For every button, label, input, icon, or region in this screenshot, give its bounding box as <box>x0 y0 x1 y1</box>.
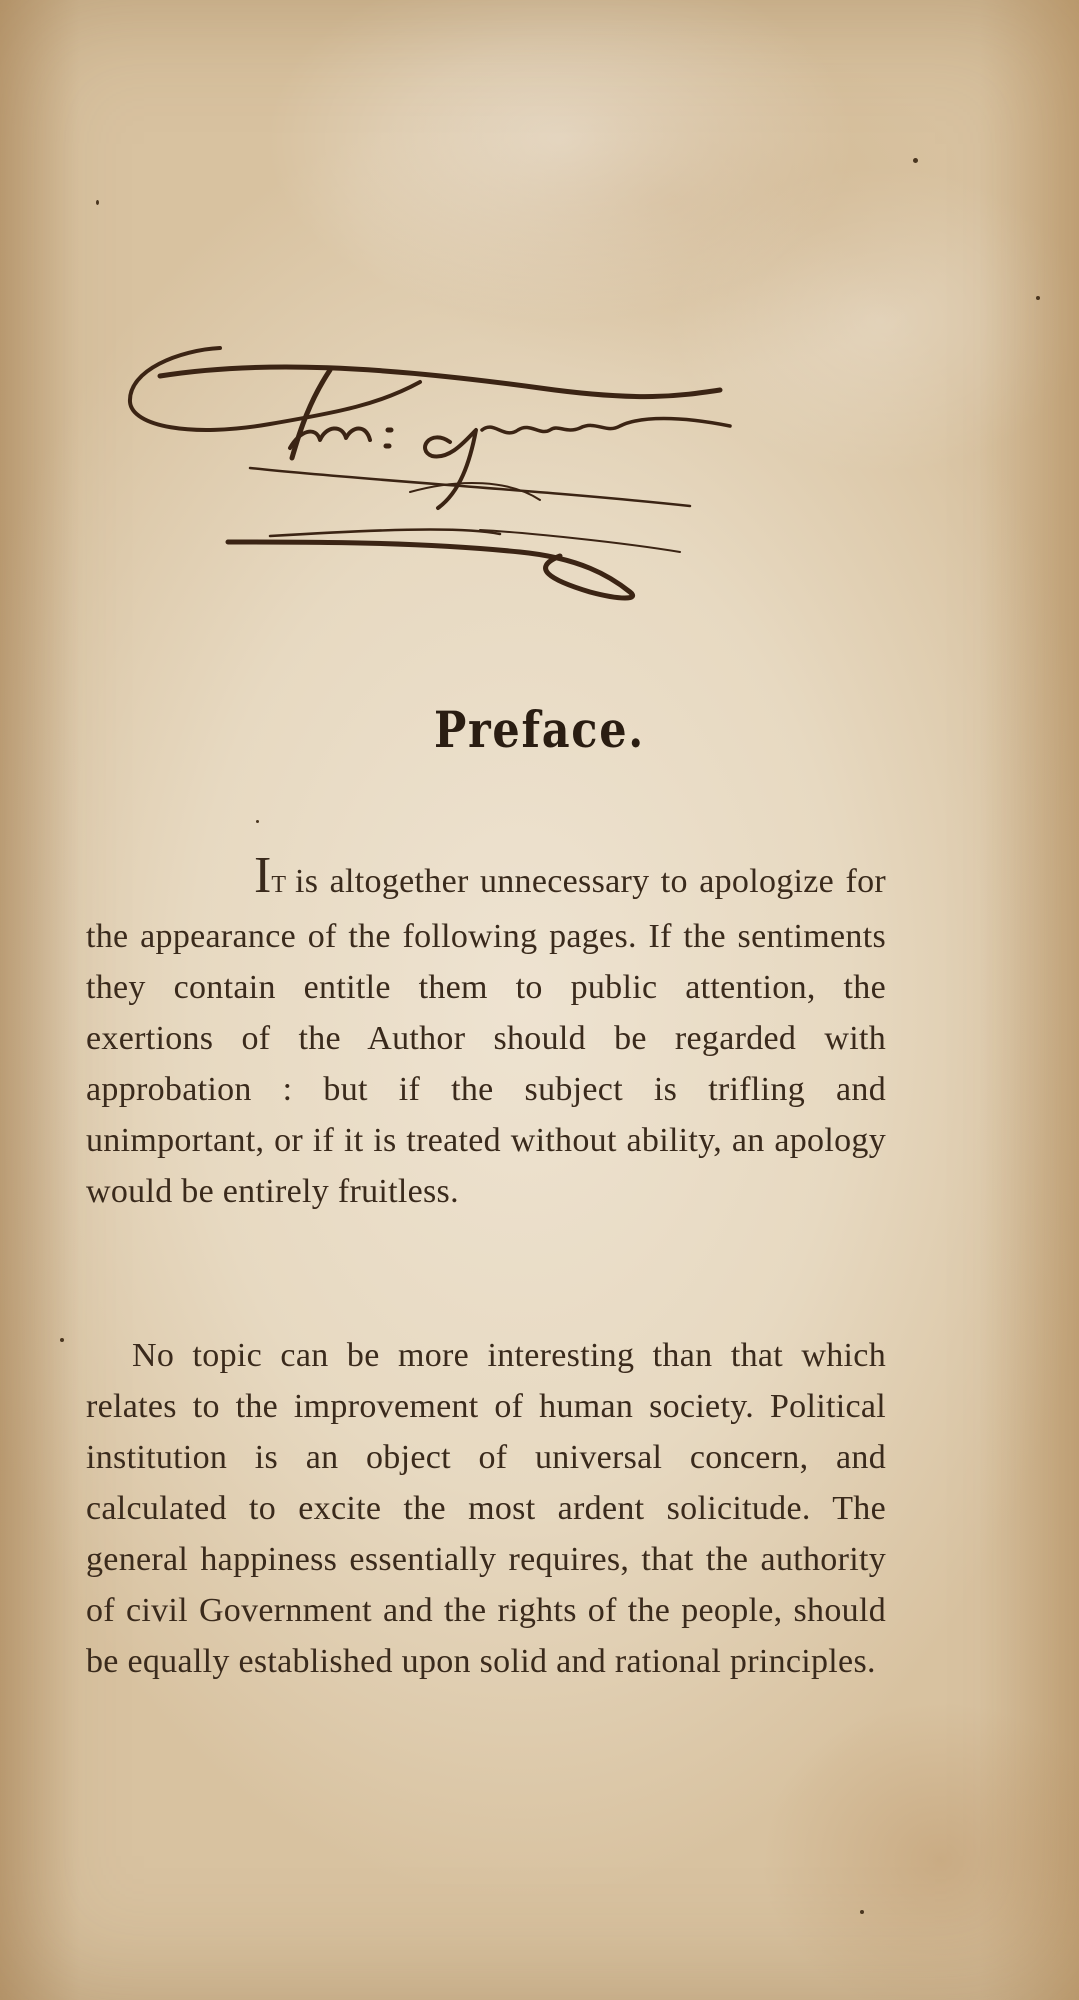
ink-speck <box>96 200 99 205</box>
paper-mottle <box>360 20 980 380</box>
ink-speck <box>60 1338 64 1342</box>
paragraph-text: No topic can be more interesting than that which relates to the improvement of human society. Political institution is an object of universal concern, and calculated to excite the most ardent solicitude. The general happiness essentially requires, that the authority of civil Government and the rights of the people, should be equally established upon solid and rational principles. <box>86 1337 886 1680</box>
paragraph-text: is altogether unnecessary to apologize for the appearance of the following pages. If the sentiments they contain entitle them to public attention, the exertions of the Author should be regarded with approbation : but if the subject is trifling and unimportant, or if it is treated without ability, an apology would be entirely fruitless. <box>86 863 886 1210</box>
edge-foxing-left <box>0 0 80 2000</box>
ink-speck <box>913 158 918 163</box>
page-title: Preface. <box>434 700 645 759</box>
ink-speck <box>1036 296 1040 300</box>
handwritten-signature <box>120 330 780 620</box>
drop-cap: I <box>254 847 272 904</box>
ink-speck <box>256 820 259 823</box>
preface-paragraph-1 <box>86 847 886 1217</box>
small-cap: T <box>271 872 287 898</box>
ink-speck <box>860 1910 864 1914</box>
edge-foxing-right <box>979 0 1079 2000</box>
preface-paragraph-2 <box>86 1330 886 1687</box>
paper-stain <box>760 1700 1079 2000</box>
